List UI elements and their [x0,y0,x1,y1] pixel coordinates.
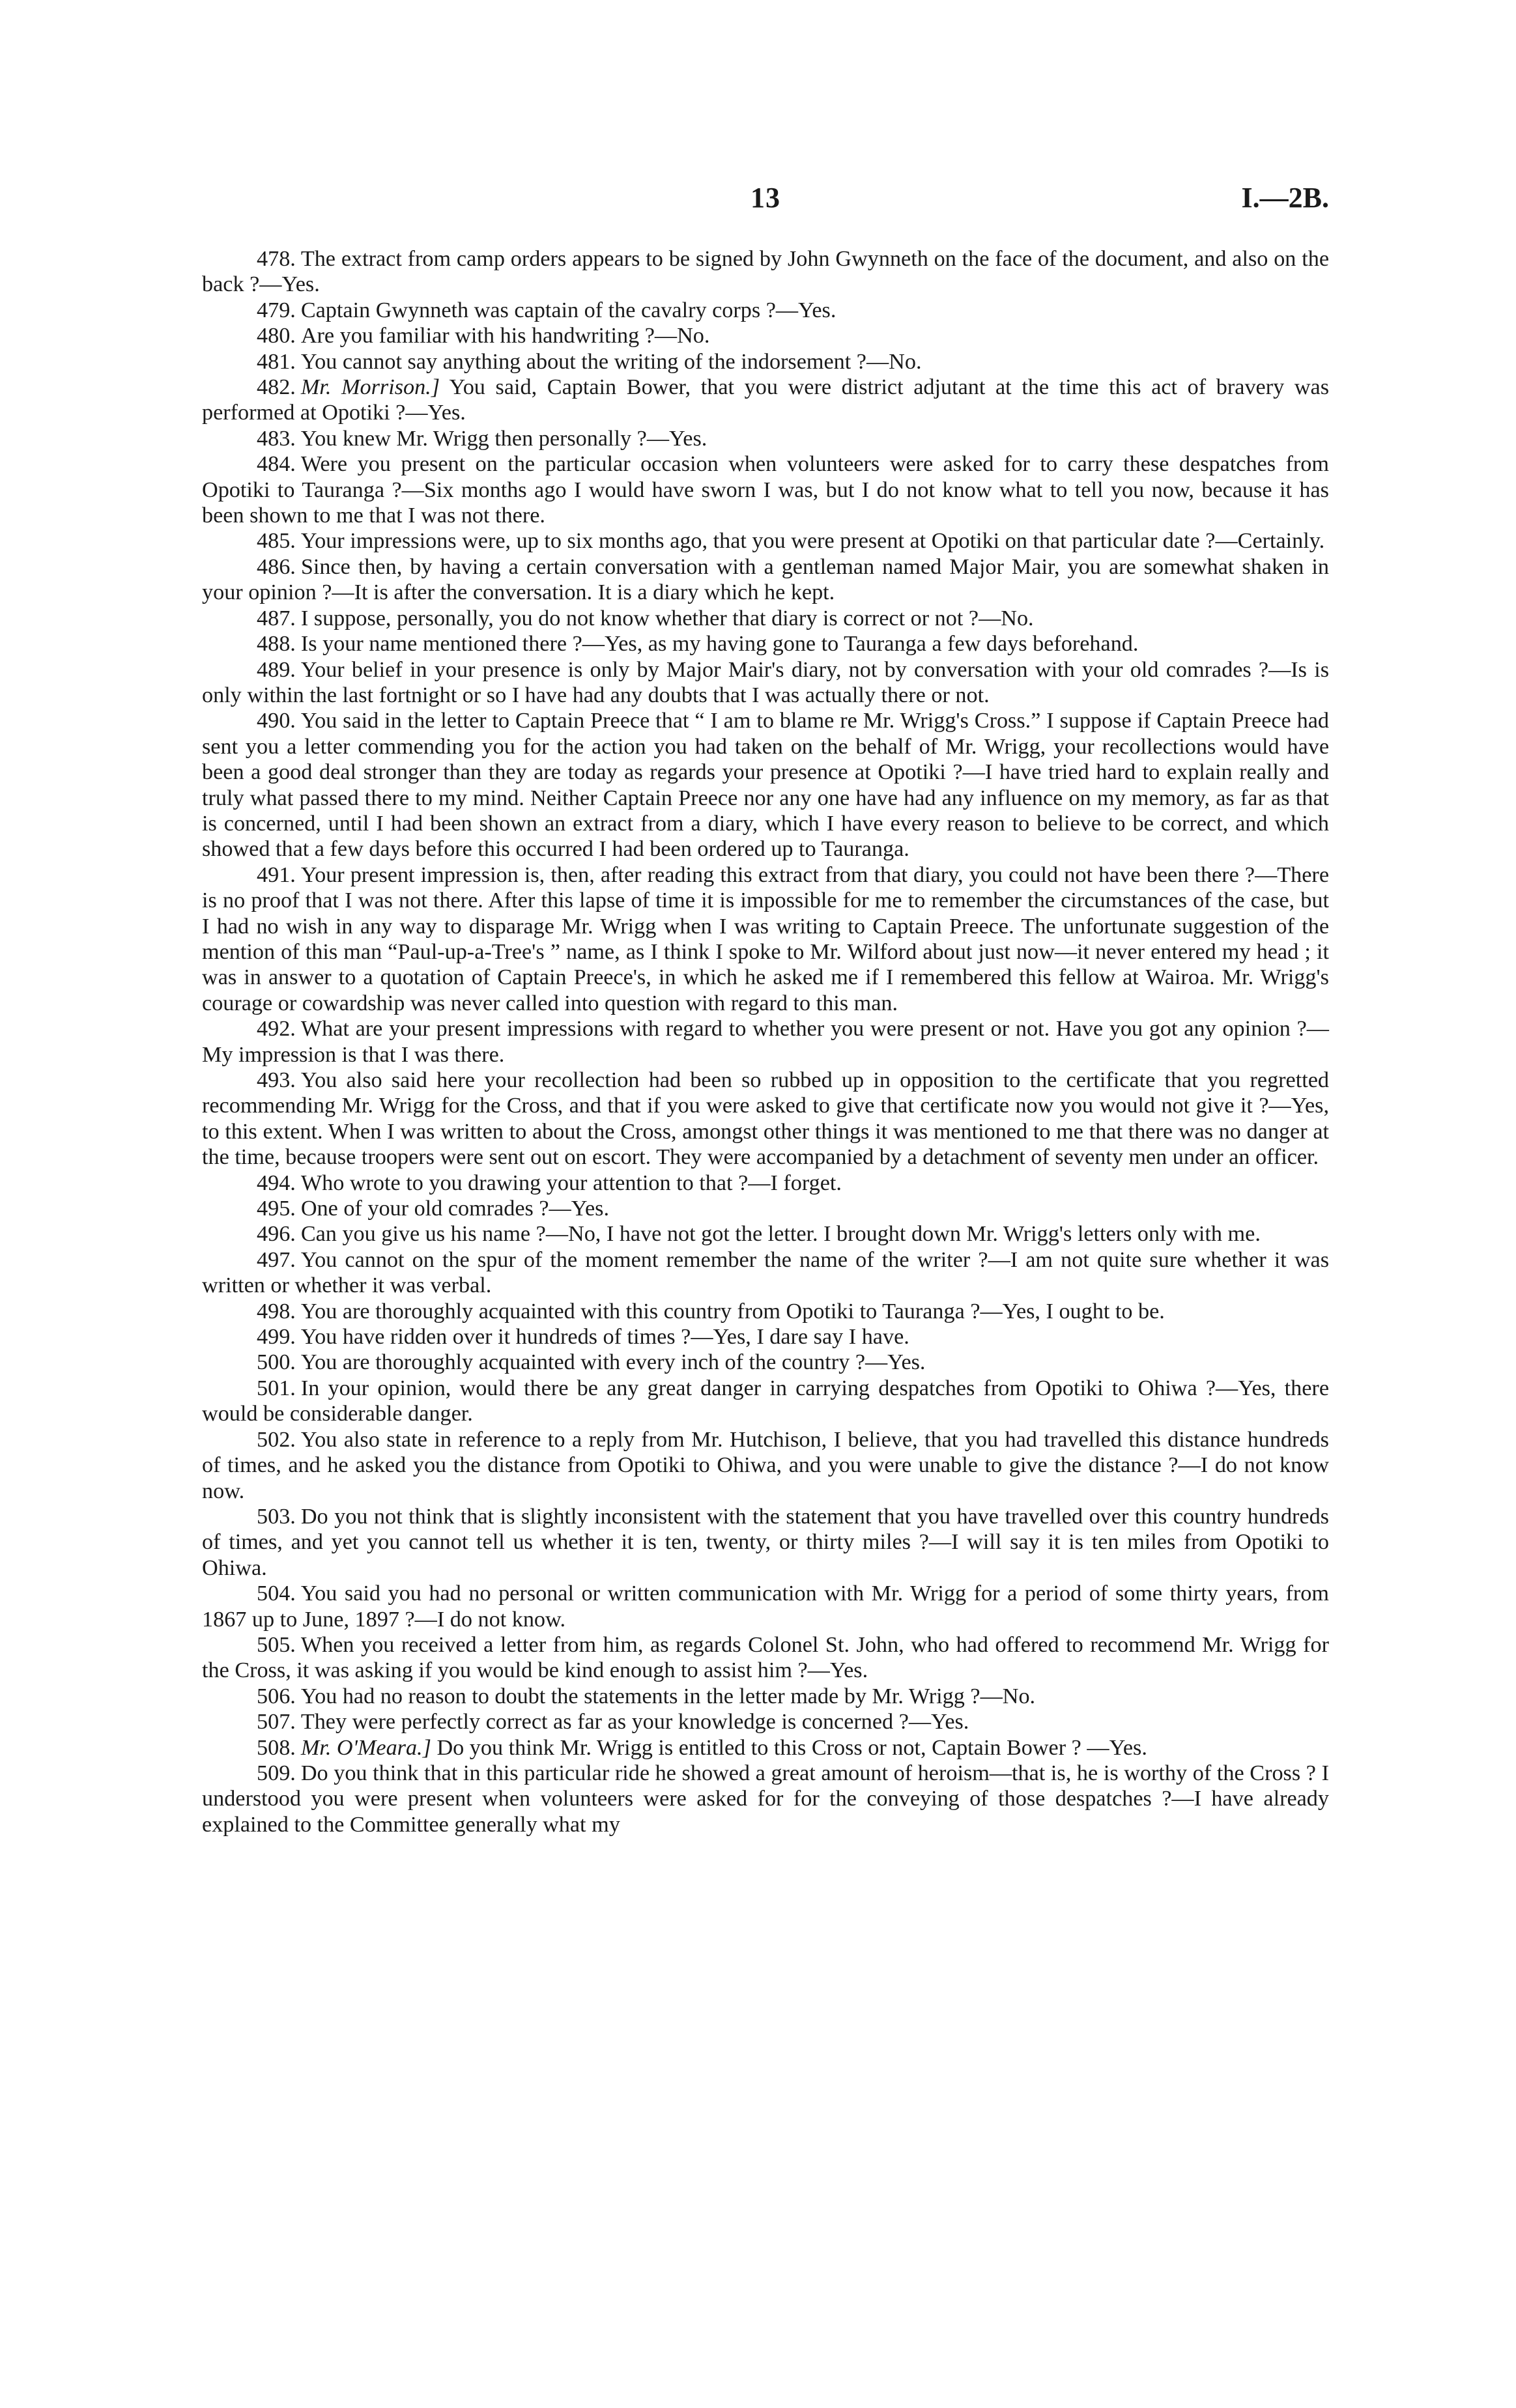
question-paragraph [202,528,1329,554]
question-paragraph [202,1761,1329,1837]
question-answer-text: Can you give us his name ?—No, I have not got the letter. I brought down Mr. Wrigg's letters only with me. [300,1222,1261,1247]
question-number: 501. [257,1376,296,1400]
question-paragraph [202,606,1329,631]
question-number: 492. [257,1017,296,1041]
question-paragraph [202,1376,1329,1427]
question-answer-text: The extract from camp orders appears to be signed by John Gwynneth on the face of the document, and also on the back ?—Yes. [202,247,1329,297]
question-paragraph [202,298,1329,323]
question-answer-text: You knew Mr. Wrigg then personally ?—Yes. [300,426,708,451]
question-paragraph [202,1170,1329,1196]
question-number: 487. [257,606,296,630]
question-answer-text: You are thoroughly acquainted with every inch of the country ?—Yes. [300,1350,926,1375]
question-paragraph [202,1068,1329,1170]
question-number: 503. [257,1504,296,1529]
question-answer-text: You said you had no personal or written communication with Mr. Wrigg for a period of some thirty years, from 1867 up to June, 1897 ?—I do not know. [202,1581,1329,1632]
question-number: 483. [257,426,296,451]
question-number: 481. [257,349,296,374]
question-paragraph [202,657,1329,709]
question-answer-text: I suppose, personally, you do not know whether that diary is correct or not ?—No. [300,606,1034,630]
question-answer-text: You said in the letter to Captain Preece that “ I am to blame re Mr. Wrigg's Cross.” I suppose if Captain Preece had sent you a letter commending you for the action you had taken on the behalf of Mr. Wrigg, your recollections would have been a good deal stronger than they are today as regards your presence at Opotiki ?—I have tried hard to explain really and truly what passed there to my mind. Neither Captain Preece nor any one have had any influence on my memory, as far as that is concerned, until I had been shown an extract from a diary, which I have every reason to believe to be correct, and which showed that a few days before this occurred I had been ordered up to Tauranga. [202,709,1329,862]
question-answer-text: Were you present on the particular occasion when volunteers were asked for to carry these despatches from Opotiki to Tauranga ?—Six months ago I would have sworn I was, but I do not know what to tell you now, because it has been shown to me that I was not there. [202,452,1329,528]
question-answer-text: Captain Gwynneth was captain of the cavalry corps ?—Yes. [300,298,837,322]
question-paragraph [202,1324,1329,1350]
question-answer-text: You cannot say anything about the writing of the indorsement ?—No. [300,349,922,374]
question-number: 494. [257,1170,296,1195]
question-number: 502. [257,1427,296,1452]
question-answer-text: Do you think that in this particular ride he showed a great amount of heroism—that is, he is worthy of the Cross ? I understood you were present when volunteers were asked for for the conveying of those despatches ?—I have already explained to the Committee generally what my [202,1761,1329,1837]
question-answer-text: Your belief in your presence is only by Major Mair's diary, not by conversation with your old comrades ?—Is is only within the last fortnight or so I have had any doubts that I was actually there or not. [202,657,1329,707]
question-paragraph [202,246,1329,298]
question-answer-text: You said, Captain Bower, that you were district adjutant at the time this act of bravery was performed at Opotiki ?—Yes. [202,375,1330,425]
question-paragraph [202,1632,1329,1684]
question-paragraph [202,1427,1329,1504]
question-paragraph [202,1504,1329,1581]
question-answer-text: When you received a letter from him, as regards Colonel St. John, who had offered to recommend Mr. Wrigg for the Cross, it was asking if you would be kind enough to assist him ?—Yes. [202,1632,1329,1683]
question-answer-text: Are you familiar with his handwriting ?—No. [300,324,710,348]
speaker-name: Mr. Morrison.] [300,375,440,400]
question-paragraph [202,426,1329,451]
question-number: 508. [257,1735,296,1760]
question-answer-text: One of your old comrades ?—Yes. [300,1197,609,1221]
question-paragraph [202,1299,1329,1324]
question-answer-text: Do you not think that is slightly inconsistent with the statement that you have travelled over this country hundreds of times, and yet you cannot tell us whether it is ten, twenty, or thirty miles ?—I will say it is ten miles from Opotiki to Ohiwa. [202,1504,1329,1580]
question-number: 480. [257,324,296,348]
question-answer-text: You also state in reference to a reply from Mr. Hutchison, I believe, that you had travelled this distance hundreds of times, and he asked you the distance from Opotiki to Ohiwa, and you were unable to give the distance ?—I do not know now. [202,1427,1329,1503]
question-number: 505. [257,1632,296,1657]
question-paragraph [202,1247,1329,1299]
question-number: 507. [257,1710,296,1735]
question-number: 479. [257,298,296,322]
question-number: 491. [257,862,296,887]
question-answer-text: Since then, by having a certain conversation with a gentleman named Major Mair, you are somewhat shaken in your opinion ?—It is after the conversation. It is a diary which he kept. [202,554,1329,605]
question-number: 488. [257,632,296,657]
question-paragraph [202,631,1329,657]
question-paragraph [202,375,1329,426]
question-paragraph [202,451,1329,528]
question-paragraph [202,323,1329,348]
question-answer-text: Is your name mentioned there ?—Yes, as my having gone to Tauranga a few days beforehand. [300,632,1139,657]
page-header [202,181,1329,220]
question-number: 495. [257,1197,296,1221]
question-number: 478. [257,247,296,271]
document-reference: I.—2B. [1241,182,1329,214]
question-answer-text: You have ridden over it hundreds of times ?—Yes, I dare say I have. [300,1325,909,1350]
question-paragraph [202,1350,1329,1375]
question-paragraph [202,1581,1329,1632]
question-number: 499. [257,1325,296,1350]
question-number: 493. [257,1068,296,1092]
question-answer-text: You are thoroughly acquainted with this country from Opotiki to Tauranga ?—Yes, I ought to be. [300,1299,1165,1324]
question-paragraph [202,349,1329,375]
question-answer-text: What are your present impressions with regard to whether you were present or not. Have you got any opinion ?—My impression is that I was there. [202,1017,1329,1067]
question-answer-text: You had no reason to doubt the statements in the letter made by Mr. Wrigg ?—No. [300,1684,1036,1708]
question-number: 482. [257,375,296,400]
question-number: 490. [257,709,296,733]
question-number: 497. [257,1247,296,1272]
question-answer-text: You also said here your recollection had been so rubbed up in opposition to the certificate that you regretted recommending Mr. Wrigg for the Cross, and that if you were asked to give that certificate now you would not give it ?—Yes, to this extent. When I was written to about the Cross, amongst other things it was mentioned to me that there was no danger at the time, because troopers were sent out on escort. They were accompanied by a detachment of seventy men under an officer. [202,1068,1329,1170]
question-answer-text: Your present impression is, then, after reading this extract from that diary, you could not have been there ?—There is no proof that I was not there. After this lapse of time it is impossible for me to remember the circumstances of the case, but I had no wish in any way to disparage Mr. Wrigg when I was writing to Captain Preece. The unfortunate suggestion of the mention of this man “Paul-up-a-Tree's ” name, as I think I spoke to Mr. Wilford about just now—it never entered my head ; it was in answer to a quotation of Captain Preece's, in which he asked me if I remembered this fellow at Wairoa. Mr. Wrigg's courage or cowardship was never called into question with regard to this man. [202,862,1329,1015]
question-number: 485. [257,529,296,554]
question-paragraph [202,1221,1329,1247]
question-paragraph [202,862,1329,1016]
question-answer-text: Do you think Mr. Wrigg is entitled to this Cross or not, Captain Bower ? —Yes. [436,1735,1147,1760]
question-paragraph [202,1196,1329,1221]
question-number: 496. [257,1222,296,1247]
question-paragraph [202,1016,1329,1068]
question-answer-text: Your impressions were, up to six months ago, that you were present at Opotiki on that particular date ?—Certainly. [300,529,1325,554]
question-answer-text: Who wrote to you drawing your attention to that ?—I forget. [300,1170,842,1195]
question-number: 486. [257,554,296,579]
question-paragraph [202,708,1329,862]
page-number: 13 [751,182,780,214]
question-answer-text: They were perfectly correct as far as your knowledge is concerned ?—Yes. [300,1710,969,1735]
question-number: 484. [257,452,296,477]
question-number: 506. [257,1684,296,1708]
question-paragraph [202,554,1329,606]
question-paragraph [202,1735,1329,1761]
question-answer-text: In your opinion, would there be any great danger in carrying despatches from Opotiki to Ohiwa ?—Yes, there would be considerable danger. [202,1376,1329,1426]
question-number: 509. [257,1761,296,1785]
question-answer-text: You cannot on the spur of the moment remember the name of the writer ?—I am not quite sure whether it was written or whether it was verbal. [202,1247,1329,1298]
question-number: 489. [257,657,296,682]
speaker-name: Mr. O'Meara.] [300,1735,431,1760]
question-number: 504. [257,1581,296,1606]
question-paragraph [202,1709,1329,1735]
question-number: 500. [257,1350,296,1375]
question-number: 498. [257,1299,296,1324]
question-paragraph [202,1684,1329,1709]
testimony-text [202,246,1329,1837]
